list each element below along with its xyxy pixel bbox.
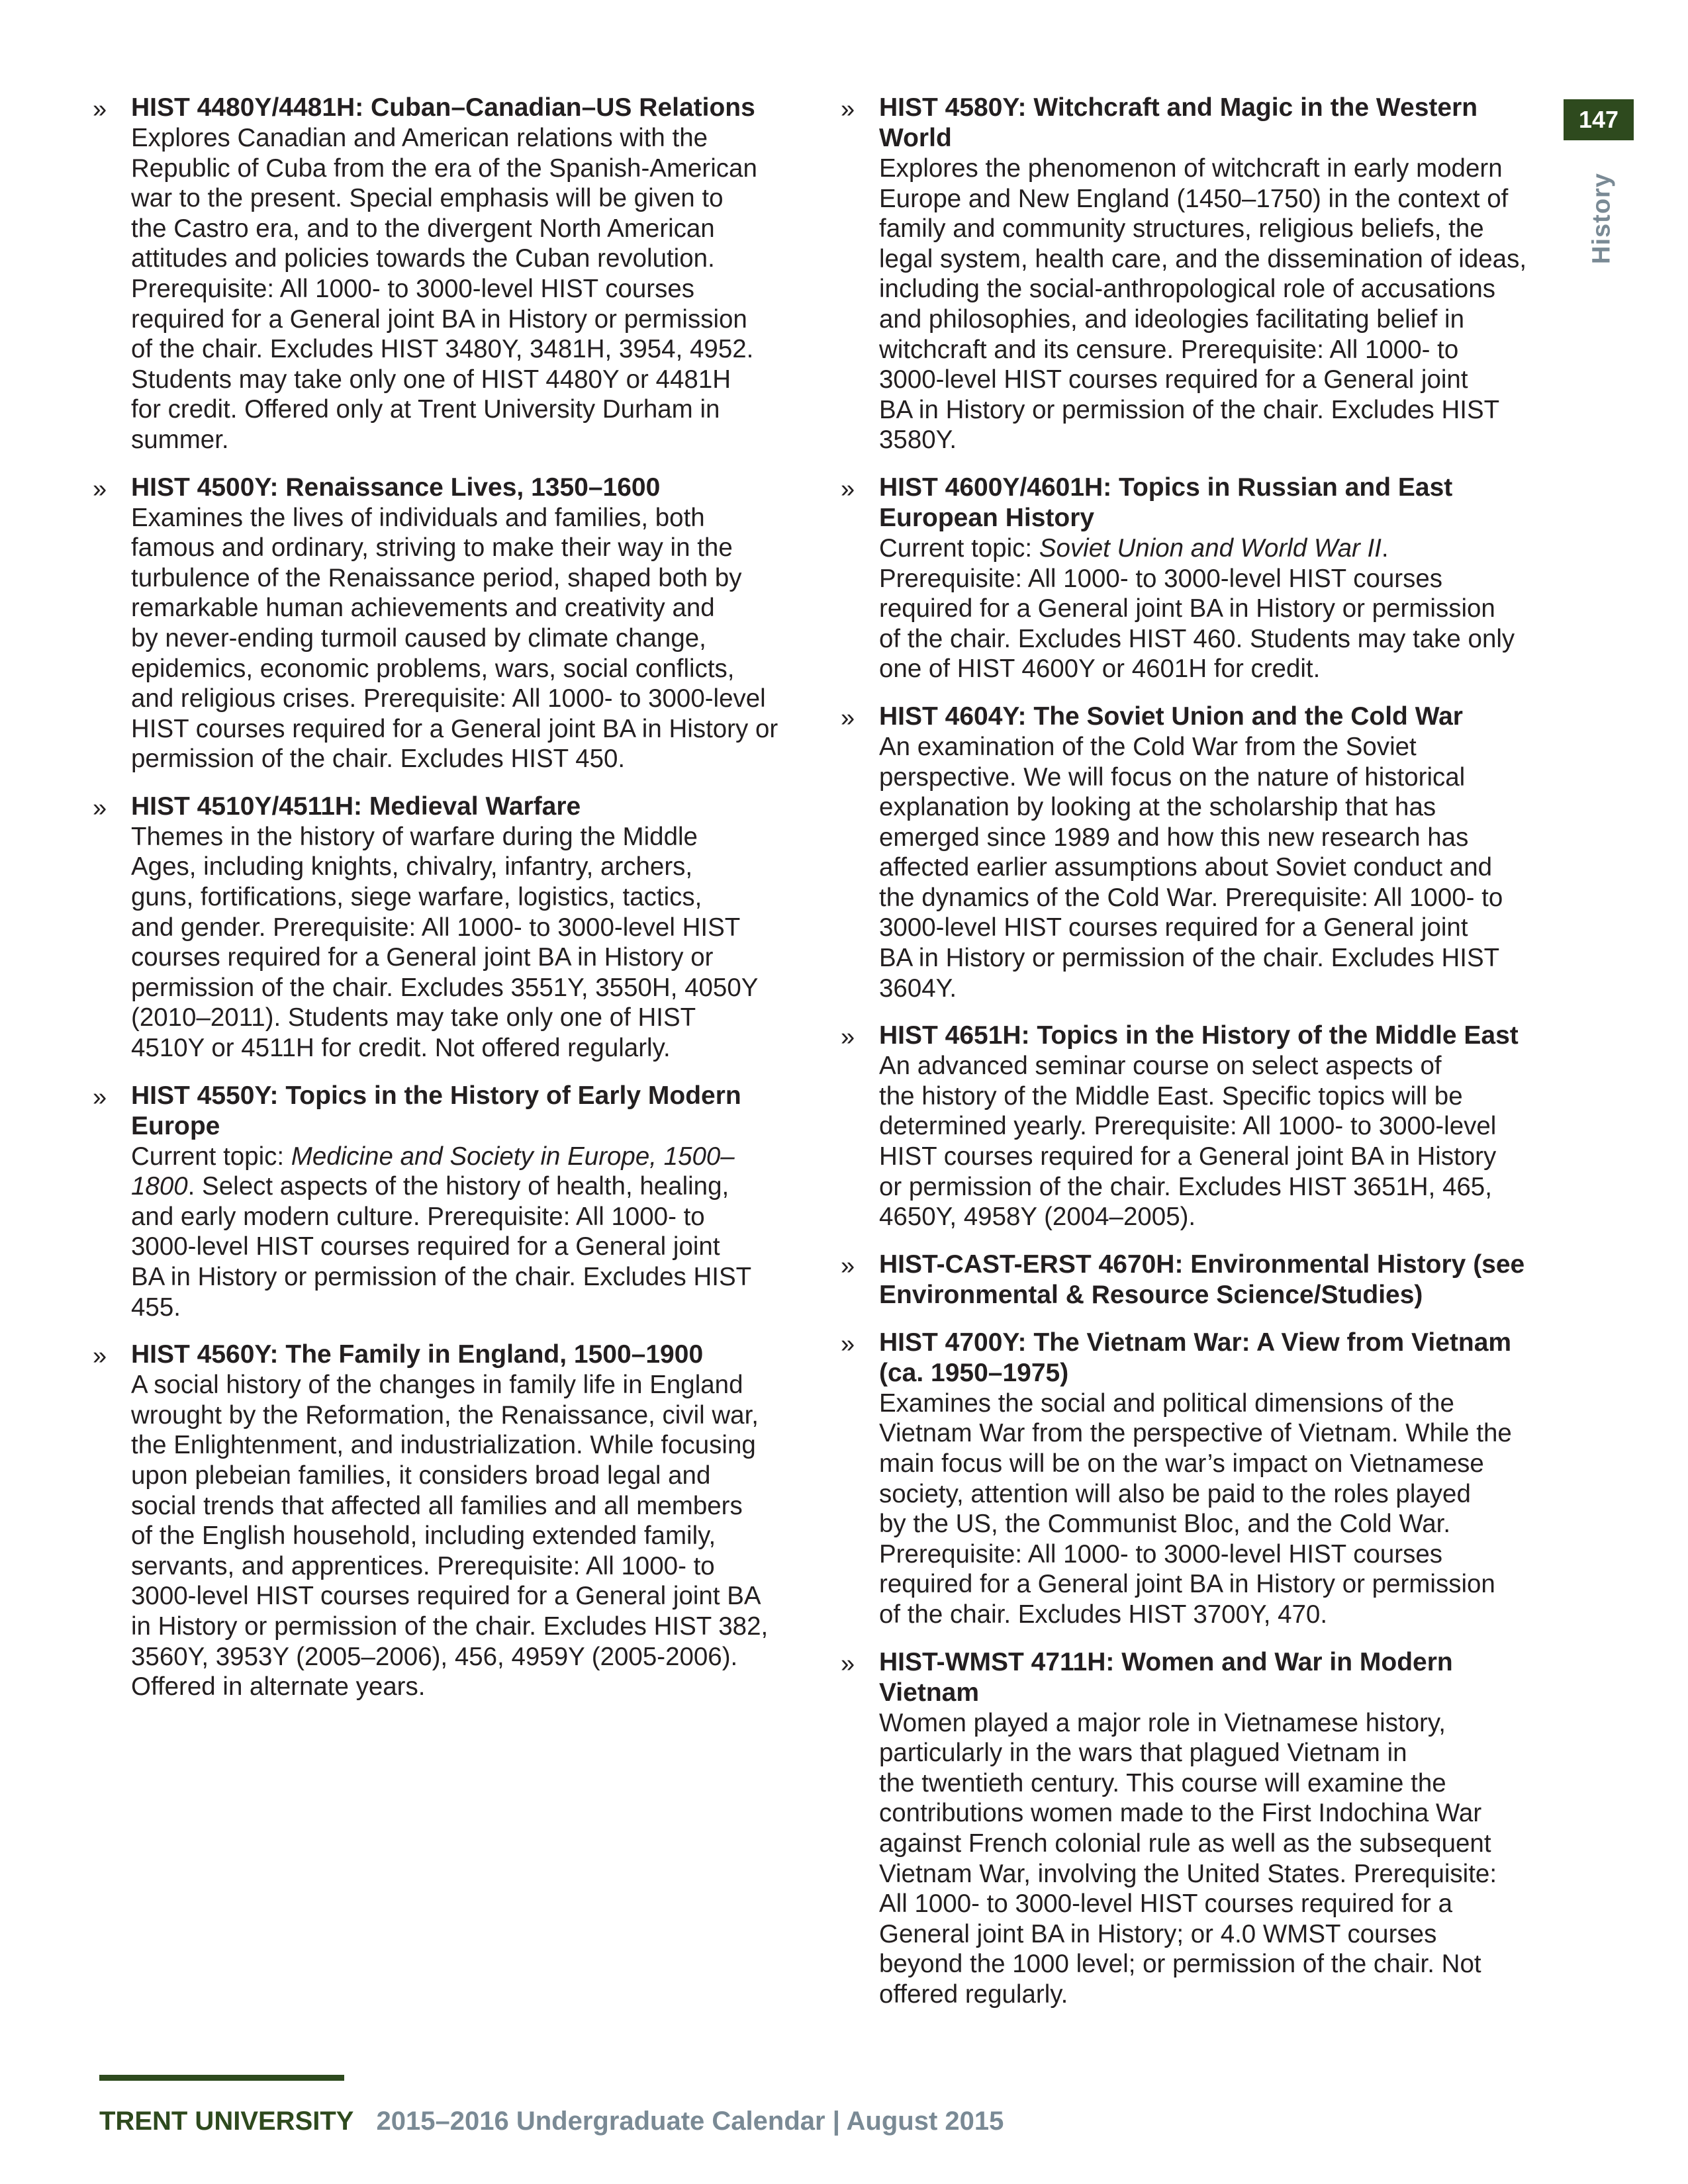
description-line: 3000-level HIST courses required for a General joint	[879, 913, 1468, 942]
description-line: epidemics, economic problems, wars, social conflicts,	[131, 654, 735, 683]
description-line: or permission of the chair. Excludes HIST 3651H, 465,	[879, 1172, 1492, 1201]
description-line: Prerequisite: All 1000- to 3000-level HIST courses	[879, 564, 1443, 593]
description-line: emerged since 1989 and how this new research has	[879, 823, 1469, 852]
description-line: the history of the Middle East. Specific topics will be	[879, 1081, 1463, 1111]
description-line: the twentieth century. This course will examine the	[879, 1768, 1446, 1797]
course-title: HIST 4560Y: The Family in England, 1500–1900	[131, 1340, 704, 1369]
description-line: determined yearly. Prerequisite: All 1000- to 3000-level	[879, 1112, 1497, 1141]
course-title: HIST-WMST 4711H: Women and War in Modern Vietnam	[879, 1647, 1453, 1707]
description-line: by the US, the Communist Bloc, and the Cold War.	[879, 1510, 1451, 1539]
course-description	[879, 1388, 1556, 1630]
bullet-icon: »	[93, 794, 107, 822]
description-line: family and community structures, religious beliefs, the	[879, 214, 1484, 244]
course-entry	[841, 702, 1556, 1003]
footer-rule	[99, 2075, 344, 2081]
description-line: and gender. Prerequisite: All 1000- to 3000-level HIST	[131, 913, 741, 942]
description-line: the Castro era, and to the divergent North American	[131, 214, 715, 243]
bullet-icon: »	[93, 1083, 107, 1111]
course-description	[879, 732, 1556, 1003]
description-line: required for a General joint BA in History or permission	[879, 1570, 1495, 1599]
description-line: permission of the chair. Excludes HIST 450.	[131, 745, 626, 774]
description-line: Students may take only one of HIST 4480Y or 4481H	[131, 365, 731, 394]
description-line: particularly in the wars that plagued Vietnam in	[879, 1739, 1407, 1768]
course-entry	[841, 1021, 1556, 1232]
description-line: beyond the 1000 level; or permission of the chair. Not	[879, 1950, 1481, 1979]
description-line: Ages, including knights, chivalry, infantry, archers,	[131, 852, 693, 882]
bullet-icon: »	[841, 1649, 855, 1678]
description-line: and philosophies, and ideologies facilitating belief in	[879, 304, 1464, 334]
description-line: BA in History or permission of the chair. Excludes HIST	[879, 395, 1500, 424]
left-column	[93, 93, 798, 1719]
description-line: legal system, health care, and the dissemination of ideas,	[879, 244, 1527, 273]
bullet-icon: »	[841, 1330, 855, 1358]
description-line: including the social-anthropological role of accusations	[879, 275, 1495, 304]
description-line: Vietnam War from the perspective of Vietnam. While the	[879, 1419, 1512, 1448]
course-title: HIST 4600Y/4601H: Topics in Russian and East European History	[879, 473, 1453, 532]
course-title: HIST 4480Y/4481H: Cuban–Canadian–US Relations	[131, 93, 755, 122]
description-line: of the chair. Excludes HIST 3700Y, 470.	[879, 1600, 1328, 1629]
course-description	[131, 822, 798, 1064]
description-line: turbulence of the Renaissance period, shaped both by	[131, 563, 742, 592]
course-title: HIST 4604Y: The Soviet Union and the Cold War	[879, 702, 1463, 731]
description-line: perspective. We will focus on the nature of historical	[879, 762, 1466, 792]
description-line: BA in History or permission of the chair. Excludes HIST	[131, 1263, 752, 1291]
description-line: permission of the chair. Excludes 3551Y, 3550H, 4050Y	[131, 973, 759, 1002]
description-line: remarkable human achievements and creativity and	[131, 594, 715, 623]
description-line: 3604Y.	[879, 974, 957, 1003]
description-line: war to the present. Special emphasis will be given to	[131, 184, 724, 213]
description-line: 4650Y, 4958Y (2004–2005).	[879, 1203, 1196, 1232]
description-line: the Enlightenment, and industrialization. While focusing	[131, 1431, 756, 1460]
course-description	[879, 1708, 1556, 2010]
course-description	[131, 123, 798, 455]
course-title: HIST 4700Y: The Vietnam War: A View from Vietnam (ca. 1950–1975)	[879, 1328, 1512, 1387]
description-line: Offered in alternate years.	[131, 1672, 426, 1702]
description-line: social trends that affected all families and all members	[131, 1491, 743, 1520]
description-line: in History or permission of the chair. Excludes HIST 382,	[131, 1612, 769, 1641]
description-line: 3000-level HIST courses required for a General joint	[879, 365, 1468, 394]
description-line: for credit. Offered only at Trent University Durham in	[131, 395, 720, 424]
footer	[99, 2105, 1004, 2138]
bullet-icon: »	[93, 95, 107, 123]
description-line: Prerequisite: All 1000- to 3000-level HIST courses	[131, 274, 695, 303]
description-line: explanation by looking at the scholarship that has	[879, 793, 1436, 822]
course-title: HIST 4500Y: Renaissance Lives, 1350–1600	[131, 473, 661, 502]
description-line: Examines the lives of individuals and families, both	[131, 503, 705, 532]
description-line: An examination of the Cold War from the Soviet	[879, 732, 1417, 761]
description-line: upon plebeian families, it considers broad legal and	[131, 1461, 711, 1490]
page-number-badge: 147	[1564, 99, 1634, 140]
description-line: and religious crises. Prerequisite: All 1000- to 3000-level	[131, 684, 766, 713]
course-title: HIST 4550Y: Topics in the History of Early Modern Europe	[131, 1081, 741, 1140]
description-line: affected earlier assumptions about Soviet conduct and	[879, 853, 1493, 882]
description-line: of the chair. Excludes HIST 460. Students may take only	[879, 624, 1515, 653]
description-line: guns, fortifications, siege warfare, logistics, tactics,	[131, 883, 702, 912]
description-line: against French colonial rule as well as the subsequent	[879, 1829, 1491, 1858]
description-line: General joint BA in History; or 4.0 WMST courses	[879, 1919, 1437, 1948]
description-line: 3560Y, 3953Y (2005–2006), 456, 4959Y (2005-2006).	[131, 1642, 738, 1671]
course-description	[879, 533, 1556, 684]
bullet-icon: »	[93, 475, 107, 503]
current-topic-line	[131, 1142, 798, 1202]
description-line: Themes in the history of warfare during the Middle	[131, 822, 698, 851]
footer-calendar: 2015–2016 Undergraduate Calendar | August 2015	[376, 2107, 1004, 2136]
bullet-icon: »	[93, 1342, 107, 1371]
description-line: by never-ending turmoil caused by climate change,	[131, 623, 706, 653]
topic-prefix: Current topic:	[131, 1142, 291, 1171]
description-line: Europe and New England (1450–1750) in the context of	[879, 184, 1509, 213]
footer-university: TRENT UNIVERSITY	[99, 2107, 354, 2136]
description-line: main focus will be on the war’s impact on Vietnamese	[879, 1449, 1484, 1478]
description-line: 3000-level HIST courses required for a General joint BA	[131, 1582, 761, 1611]
course-description	[131, 503, 798, 774]
description-line: 455.	[131, 1293, 181, 1322]
description-line: offered regularly.	[879, 1979, 1068, 2009]
section-side-label: History	[1587, 173, 1616, 264]
bullet-icon: »	[841, 704, 855, 732]
course-entry	[93, 792, 798, 1064]
description-line: summer.	[131, 425, 229, 454]
course-title: HIST 4580Y: Witchcraft and Magic in the Western World	[879, 93, 1478, 152]
description-line: and early modern culture. Prerequisite: All 1000- to	[131, 1202, 705, 1231]
description-line: Explores the phenomenon of witchcraft in early modern	[879, 154, 1503, 183]
course-entry	[841, 1328, 1556, 1630]
description-line: A social history of the changes in family life in England	[131, 1371, 743, 1400]
description-line: Women played a major role in Vietnamese history,	[879, 1708, 1446, 1737]
description-line: Vietnam War, involving the United States. Prerequisite:	[879, 1859, 1497, 1888]
description-line: required for a General joint BA in History or permission	[131, 304, 747, 334]
bullet-icon: »	[841, 1023, 855, 1052]
description-line: witchcraft and its censure. Prerequisite: All 1000- to	[879, 335, 1459, 364]
course-entry	[841, 473, 1556, 684]
topic-suffix: .	[1381, 533, 1389, 563]
topic-name: Medicine and Society in Europe, 1500–1800	[131, 1142, 735, 1201]
description-line: Explores Canadian and American relations with the	[131, 124, 708, 152]
description-line: of the English household, including extended family,	[131, 1522, 716, 1551]
description-line: contributions women made to the First Indochina War	[879, 1799, 1482, 1828]
bullet-icon: »	[841, 95, 855, 123]
course-title: HIST 4651H: Topics in the History of the Middle East	[879, 1021, 1519, 1050]
description-line: society, attention will also be paid to the roles played	[879, 1479, 1471, 1508]
description-line: the dynamics of the Cold War. Prerequisite: All 1000- to	[879, 883, 1503, 912]
description-line: attitudes and policies towards the Cuban revolution.	[131, 244, 715, 273]
current-topic-line	[879, 533, 1556, 564]
description-line: famous and ordinary, striving to make their way in the	[131, 533, 733, 563]
course-description	[131, 1370, 798, 1702]
description-line: An advanced seminar course on select aspects of	[879, 1052, 1442, 1081]
course-title: HIST-CAST-ERST 4670H: Environmental History (see Environmental & Resource Science/Studies)	[879, 1250, 1525, 1309]
course-description	[131, 1142, 798, 1323]
topic-suffix: . Select aspects of the history of health, healing,	[187, 1172, 729, 1201]
bullet-icon: »	[841, 475, 855, 503]
description-line: one of HIST 4600Y or 4601H for credit.	[879, 655, 1321, 684]
description-line: wrought by the Reformation, the Renaissance, civil war,	[131, 1400, 759, 1430]
course-entry	[93, 473, 798, 774]
description-line: 3000-level HIST courses required for a General joint	[131, 1232, 720, 1261]
course-description	[879, 1051, 1556, 1232]
description-line: 3580Y.	[879, 426, 957, 455]
description-line: Examines the social and political dimensions of the	[879, 1388, 1454, 1418]
course-description	[879, 154, 1556, 455]
description-line: servants, and apprentices. Prerequisite: All 1000- to	[131, 1551, 715, 1580]
description-line: 4510Y or 4511H for credit. Not offered regularly.	[131, 1034, 671, 1063]
course-title: HIST 4510Y/4511H: Medieval Warfare	[131, 792, 581, 821]
course-entry	[93, 1081, 798, 1323]
topic-prefix: Current topic:	[879, 533, 1039, 563]
description-line: BA in History or permission of the chair. Excludes HIST	[879, 944, 1500, 973]
course-entry	[841, 93, 1556, 455]
description-line: All 1000- to 3000-level HIST courses required for a	[879, 1889, 1452, 1919]
course-entry	[841, 1647, 1556, 2010]
right-column	[841, 93, 1556, 2027]
description-line: required for a General joint BA in History or permission	[879, 594, 1495, 623]
description-line: of the chair. Excludes HIST 3480Y, 3481H, 3954, 4952.	[131, 335, 754, 364]
course-entry	[93, 1340, 798, 1702]
course-entry	[841, 1250, 1556, 1310]
description-line: HIST courses required for a General joint BA in History	[879, 1142, 1497, 1171]
course-entry	[93, 93, 798, 455]
description-line: HIST courses required for a General joint BA in History or	[131, 714, 778, 743]
bullet-icon: »	[841, 1251, 855, 1280]
description-line: courses required for a General joint BA in History or	[131, 943, 714, 972]
description-line: Prerequisite: All 1000- to 3000-level HIST courses	[879, 1539, 1443, 1569]
topic-name: Soviet Union and World War II	[1039, 533, 1382, 563]
description-line: Republic of Cuba from the era of the Spanish-American	[131, 154, 757, 183]
description-line: (2010–2011). Students may take only one of HIST	[131, 1003, 696, 1032]
